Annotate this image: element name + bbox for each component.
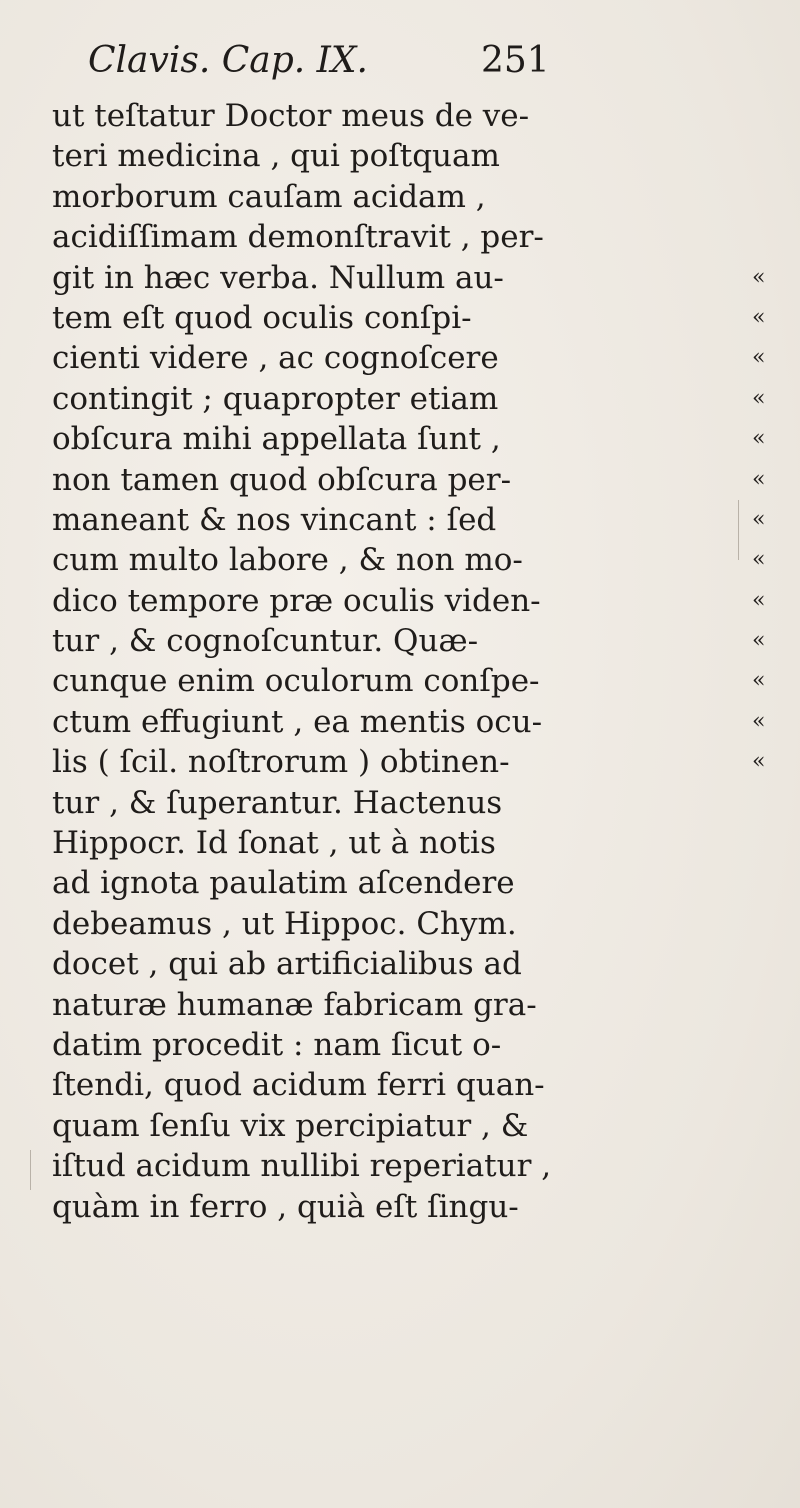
- quotation-mark: «: [752, 749, 766, 775]
- quotation-mark: «: [752, 628, 766, 654]
- quotation-mark: «: [752, 708, 766, 734]
- line-text: naturæ humanæ fabricam gra-: [52, 986, 537, 1023]
- text-line: [52, 338, 766, 378]
- text-line: [52, 1106, 742, 1146]
- page-number: 251: [481, 40, 550, 81]
- text-line: [52, 783, 742, 823]
- text-line: [52, 581, 766, 621]
- line-text: cunque enim oculorum conſpe-: [52, 663, 540, 700]
- line-text: teri medicina , qui poſtquam: [52, 138, 500, 175]
- text-line: [52, 985, 742, 1025]
- line-text: cum multo labore , & non mo-: [52, 542, 523, 579]
- line-text: morborum cauſam acidam ,: [52, 178, 486, 215]
- paper-mark: [738, 500, 739, 560]
- quotation-mark: «: [752, 506, 766, 532]
- paper-mark: [30, 1150, 31, 1190]
- line-text: debeamus , ut Hippoc. Chym.: [52, 905, 517, 942]
- text-line: [52, 177, 742, 217]
- text-line: [52, 258, 766, 298]
- text-line: [52, 661, 766, 701]
- line-text: ctum effugiunt , ea mentis ocu-: [52, 703, 543, 740]
- line-text: ut teſtatur Doctor meus de ve-: [52, 98, 530, 134]
- text-line: [52, 621, 766, 661]
- line-text: dico tempore præ oculis viden-: [52, 582, 541, 619]
- quotation-mark: «: [752, 264, 766, 290]
- line-text: tem eſt quod oculis conſpi-: [52, 299, 472, 336]
- text-line: [52, 1025, 742, 1065]
- line-text: obſcura mihi appellata ſunt ,: [52, 421, 501, 458]
- text-line: [52, 540, 766, 580]
- quotation-mark: «: [752, 668, 766, 694]
- text-line: [52, 298, 766, 338]
- quotation-mark: «: [752, 587, 766, 613]
- line-text: Hippocr. Id ſonat , ut à notis: [52, 825, 496, 862]
- text-line: [52, 419, 766, 459]
- text-line: [52, 96, 742, 136]
- text-line: [52, 702, 766, 742]
- line-text: quàm in ferro , quià eſt ſingu-: [52, 1188, 519, 1225]
- text-line: [52, 904, 742, 944]
- text-line: [52, 863, 742, 903]
- text-line: [52, 1065, 742, 1105]
- page-header: [88, 40, 768, 96]
- line-text: ad ignota paulatim aſcendere: [52, 865, 515, 902]
- running-head: Clavis. Cap. IX.: [88, 40, 368, 81]
- line-text: iſtud acidum nullibi reperiatur ,: [52, 1148, 552, 1185]
- line-text: contingit ; quapropter etiam: [52, 380, 499, 417]
- text-line: [52, 1146, 742, 1186]
- line-text: tur , & cognoſcuntur. Quæ-: [52, 623, 479, 660]
- text-line: [52, 217, 742, 257]
- line-text: maneant & nos vincant : ſed: [52, 501, 497, 538]
- line-text: quam ſenſu vix percipiatur , &: [52, 1107, 529, 1144]
- line-text: cienti videre , ac cognoſcere: [52, 340, 499, 377]
- line-text: datim procedit : nam ſicut o-: [52, 1026, 502, 1063]
- quotation-mark: «: [752, 385, 766, 411]
- text-line: [52, 944, 742, 984]
- text-line: [52, 379, 766, 419]
- text-line: [52, 500, 766, 540]
- text-line: [52, 460, 766, 500]
- line-text: non tamen quod obſcura per-: [52, 461, 512, 498]
- line-text: ſtendi, quod acidum ferri quan-: [52, 1067, 545, 1104]
- line-text: acidiſſimam demonſtravit , per-: [52, 219, 544, 256]
- quotation-mark: «: [752, 304, 766, 330]
- line-text: tur , & ſuperantur. Hactenus: [52, 784, 503, 821]
- line-text: git in hæc verba. Nullum au-: [52, 259, 504, 296]
- body-text: [52, 96, 766, 1227]
- line-text: docet , qui ab artificialibus ad: [52, 946, 522, 983]
- quotation-mark: «: [752, 466, 766, 492]
- quotation-mark: «: [752, 345, 766, 371]
- line-text: lis ( ſcil. noſtrorum ) obtinen-: [52, 744, 510, 781]
- text-line: [52, 742, 766, 782]
- text-line: [52, 823, 742, 863]
- quotation-mark: «: [752, 547, 766, 573]
- quotation-mark: «: [752, 426, 766, 452]
- text-line: [52, 136, 742, 176]
- text-line: [52, 1187, 742, 1227]
